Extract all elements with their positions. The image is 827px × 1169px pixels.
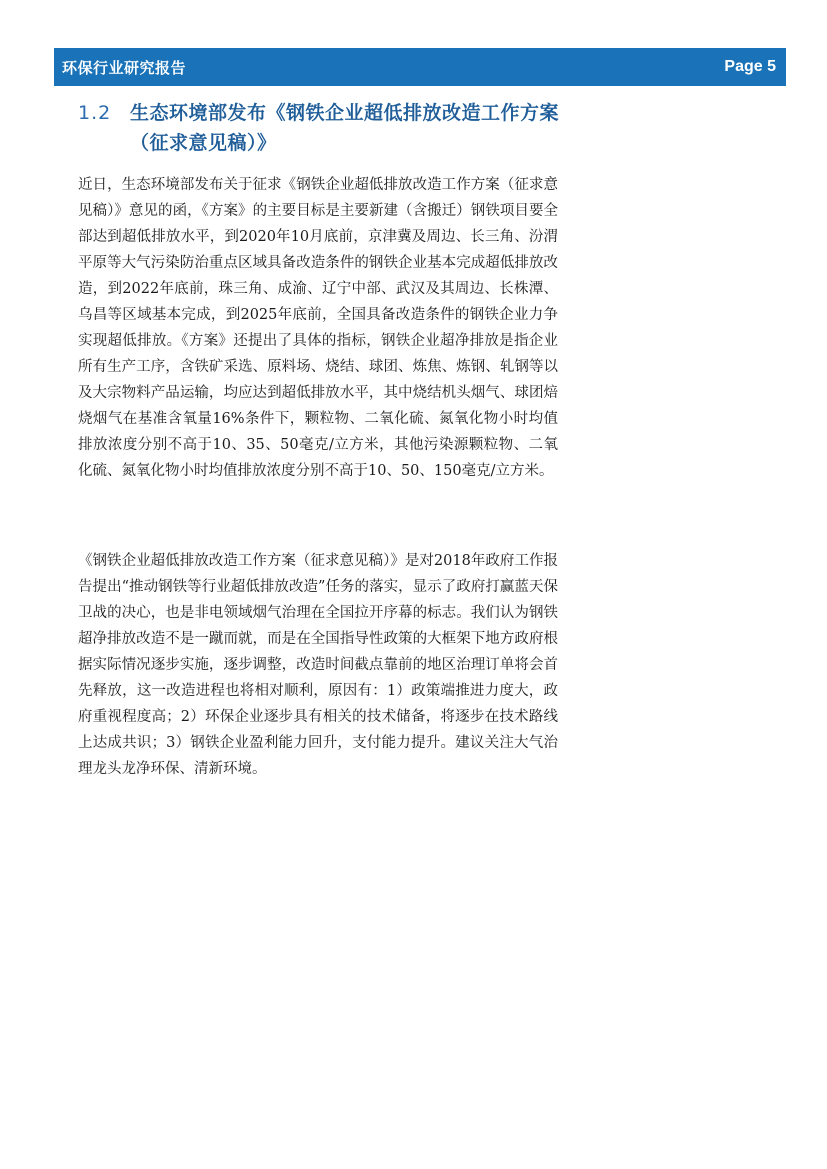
page-number: Page 5 — [724, 58, 776, 75]
section-heading — [78, 98, 568, 158]
section-number: 1.2 — [78, 102, 112, 124]
body-paragraph-2: 《钢铁企业超低排放改造工作方案（征求意见稿）》是对2018年政府工作报告提出“推动钢铁等行业超低排放改造”任务的落实，显示了政府打赢蓝天保卫战的决心，也是非电领域烟气治理在全国拉开序幕的标志。我们认为钢铁超净排放改造不是一蹴而就，而是在全国指导性政策的大框架下地方政府根据实际情况逐步实施，逐步调整，改造时间截点靠前的地区治理订单将会首先释放，这一改造进程也将相对顺利，原因有：1）政策端推进力度大，政府重视程度高；2）环保企业逐步具有相关的技术储备，将逐步在技术路线上达成共识；3）钢铁企业盈利能力回升，支付能力提升。建议关注大气治理龙头龙净环保、清新环境。 — [78, 553, 558, 777]
body-paragraph-1: 近日，生态环境部发布关于征求《钢铁企业超低排放改造工作方案（征求意见稿）》意见的函，《方案》的主要目标是主要新建（含搬迁）钢铁项目要全部达到超低排放水平，到2020年10月底前，京津冀及周边、长三角、汾渭平原等大气污染防治重点区域具备改造条件的钢铁企业基本完成超低排放改造，到2022年底前，珠三角、成渝、辽宁中部、武汉及其周边、长株潭、乌昌等区域基本完成，到2025年底前，全国具备改造条件的钢铁企业力争实现超低排放。《方案》还提出了具体的指标，钢铁企业超净排放是指企业所有生产工序，含铁矿采选、原料场、烧结、球团、炼焦、炼钢、轧钢等以及大宗物料产品运输，均应达到超低排放水平，其中烧结机头烟气、球团焙烧烟气在基准含氧量16%条件下，颗粒物、二氧化硫、氮氧化物小时均值排放浓度分别不高于10、35、50毫克/立方米，其他污染源颗粒物、二氧化硫、氮氧化物小时均值排放浓度分别不高于10、50、150毫克/立方米。 — [78, 177, 558, 479]
report-header-bar — [54, 48, 786, 86]
report-title: 环保行业研究报告 — [62, 58, 187, 77]
section-title: 生态环境部发布《钢铁企业超低排放改造工作方案（征求意见稿）》 — [130, 102, 560, 154]
